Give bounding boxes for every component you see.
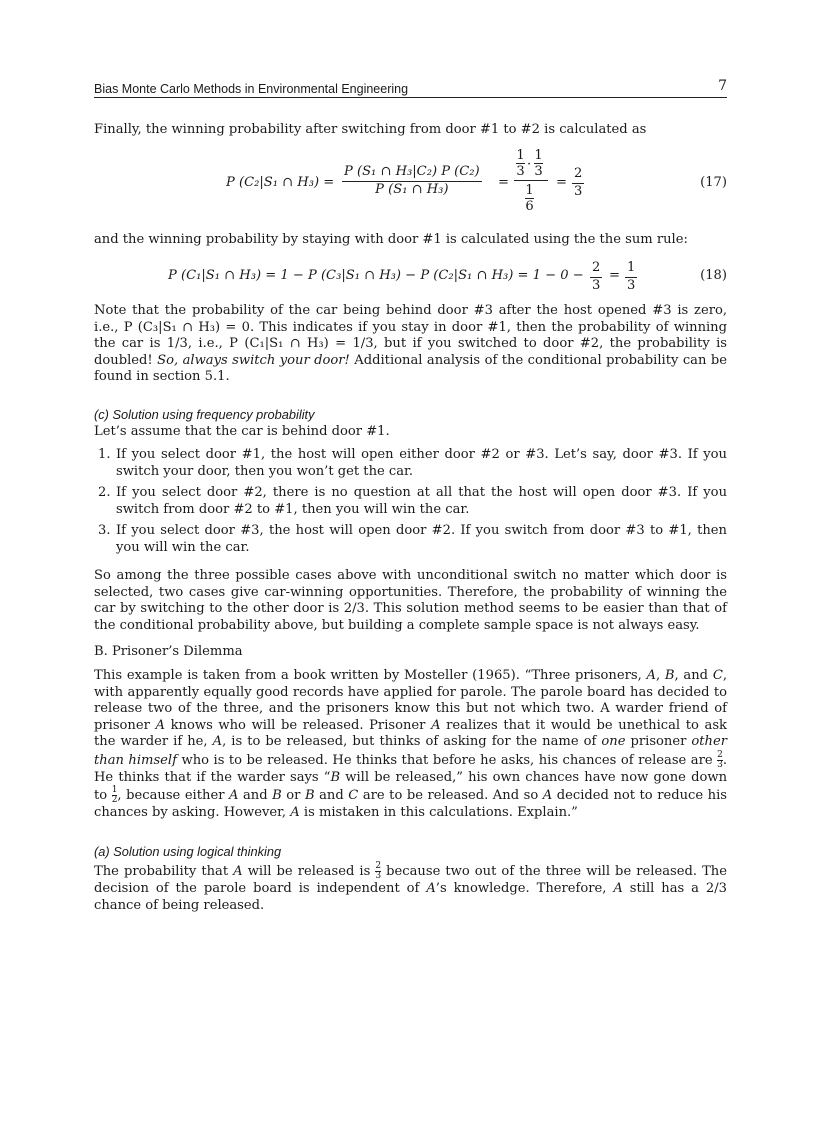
paragraph-logical: The probability that A will be released is $\frac{2}{3}$ because two out of the three will be released. The decision of the parole board is independent of A’s knowledge. Therefore, A still has a 2/3 chance of being released.	[94, 861, 727, 913]
eq18-fraction-2	[625, 260, 637, 294]
running-title: Bias Monte Carlo Methods in Environmental Engineering	[94, 82, 409, 96]
note-text-b: Additional analysis of the conditional probability can be found in section 5.1.	[94, 352, 727, 384]
list-item	[94, 485, 727, 518]
eq17-dot: ·	[527, 157, 532, 172]
eq17-small-den-a: 3	[516, 164, 525, 179]
list-item-text: If you select door #2, there is no question at all that the host will open door #3. If you switch from door #2 to #1, then you will win the car.	[116, 485, 727, 517]
equation-17	[94, 148, 727, 228]
list-item-number: 3.	[98, 523, 111, 538]
eq18-f1-num: 2	[590, 260, 602, 278]
paragraph-assume: Let’s assume that the car is behind door #1.	[94, 424, 390, 439]
section-heading-a: (a) Solution using logical thinking	[94, 844, 282, 859]
eq17-label: (17)	[700, 175, 727, 190]
list-item-text: If you select door #3, the host will open door #2. If you switch from door #3 to #1, then you will win the car.	[116, 523, 727, 555]
eq17-result	[572, 166, 584, 200]
list-item	[94, 447, 727, 480]
list-item	[94, 523, 727, 556]
inline-fraction-two-thirds: $\frac{2}{3}$	[717, 749, 723, 770]
eq17-small-num-a: 1	[516, 148, 525, 163]
eq18-f2-num: 1	[625, 260, 637, 278]
note-italic: So, always switch your door!	[157, 352, 350, 368]
eq18-label: (18)	[700, 268, 727, 283]
paragraph-stay: and the winning probability by staying with door #1 is calculated using the the sum rule:	[94, 232, 688, 247]
eq18-f1-den: 3	[592, 277, 601, 293]
list-item-number: 2.	[98, 485, 111, 500]
eq17-den-num: 1	[525, 183, 534, 198]
list-item-number: 1.	[98, 447, 111, 462]
paragraph-note	[94, 303, 727, 386]
eq17-compound-fraction	[512, 148, 550, 213]
eq17-den-den: 6	[525, 199, 534, 214]
solution-list	[94, 447, 727, 556]
paragraph-prisoner: This example is taken from a book written by Mosteller (1965). “Three prisoners, A, B, and C, with apparently equally good records have applied for parole. The parole board has decided to release two of the three, and the prisoners know this but not which two. A warder friend of prisoner A knows who will be released. Prisoner A realizes that it would be unethical to ask the warder if he, A, is to be released, but thinks of asking for the name of one prisoner other than himself who is to be released. He thinks that before he asks, his chances of release are $\frac{2}{3}$ . He thinks that if the warder says “B will be released,” his own chances have now gone down to $\frac{1}{2}$ , because either A and B or B and C are to be released. And so A decided not to reduce his chances by asking. However, A is mistaken in this calculations. Explain.”	[94, 668, 728, 820]
running-header	[94, 80, 727, 98]
equation-18	[94, 258, 727, 292]
eq17-denominator: P (S₁ ∩ H₃)	[375, 181, 449, 197]
paragraph-switch: Finally, the winning probability after switching from door #1 to #2 is calculated as	[94, 122, 647, 137]
eq18-f2-den: 3	[627, 277, 636, 293]
list-item-text: If you select door #1, the host will open either door #2 or #3. Let’s say, door #3. If you switch your door, then you won’t get the car.	[116, 447, 727, 479]
eq17-small-den-b: 3	[534, 164, 543, 179]
eq18-equals: =	[609, 268, 620, 283]
eq17-main-fraction	[342, 164, 482, 198]
section-heading-b: B. Prisoner’s Dilemma	[94, 644, 243, 659]
eq17-equals-1: =	[498, 175, 509, 190]
eq18-body: P (C₁|S₁ ∩ H₃) = 1 − P (C₃|S₁ ∩ H₃) − P (C₂|S₁ ∩ H₃) = 1 − 0 −	[168, 268, 584, 283]
inline-fraction-one-half: $\frac{1}{2}$	[111, 785, 118, 805]
eq17-equals-2: =	[556, 175, 567, 190]
eq18-fraction-1	[590, 260, 602, 294]
eq17-lhs: P (C₂|S₁ ∩ H₃) =	[226, 175, 335, 190]
eq17-numerator: P (S₁ ∩ H₃|C₂) P (C₂)	[342, 164, 482, 182]
eq17-small-num-b: 1	[534, 148, 543, 163]
inline-fraction-two-thirds-b: $\frac{2}{3}$	[375, 861, 382, 881]
page-number: 7	[718, 78, 727, 94]
eq17-result-num: 2	[572, 166, 584, 184]
eq17-result-den: 3	[574, 183, 583, 199]
section-heading-c: (c) Solution using frequency probability	[94, 407, 315, 422]
note-text-a: Note that the probability of the car being behind door #3 after the host opened #3 is zero, i.e., P (C₃|S₁ ∩ H₃) = 0. This indicates if you stay in door #1, then the probability of winning the car is 1/3, i.e., P (C₁|S₁ ∩ H₃) = 1/3, but if you switched to door #2, the probability is doubled!	[94, 303, 727, 368]
paragraph-among: So among the three possible cases above with unconditional switch no matter which door is selected, two cases give car-winning opportunities. Therefore, the probability of winning the car by switching to the other door is 2/3. This solution method seems to be easier than that of the conditional probability above, but building a complete sample space is not always easy.	[94, 568, 727, 633]
